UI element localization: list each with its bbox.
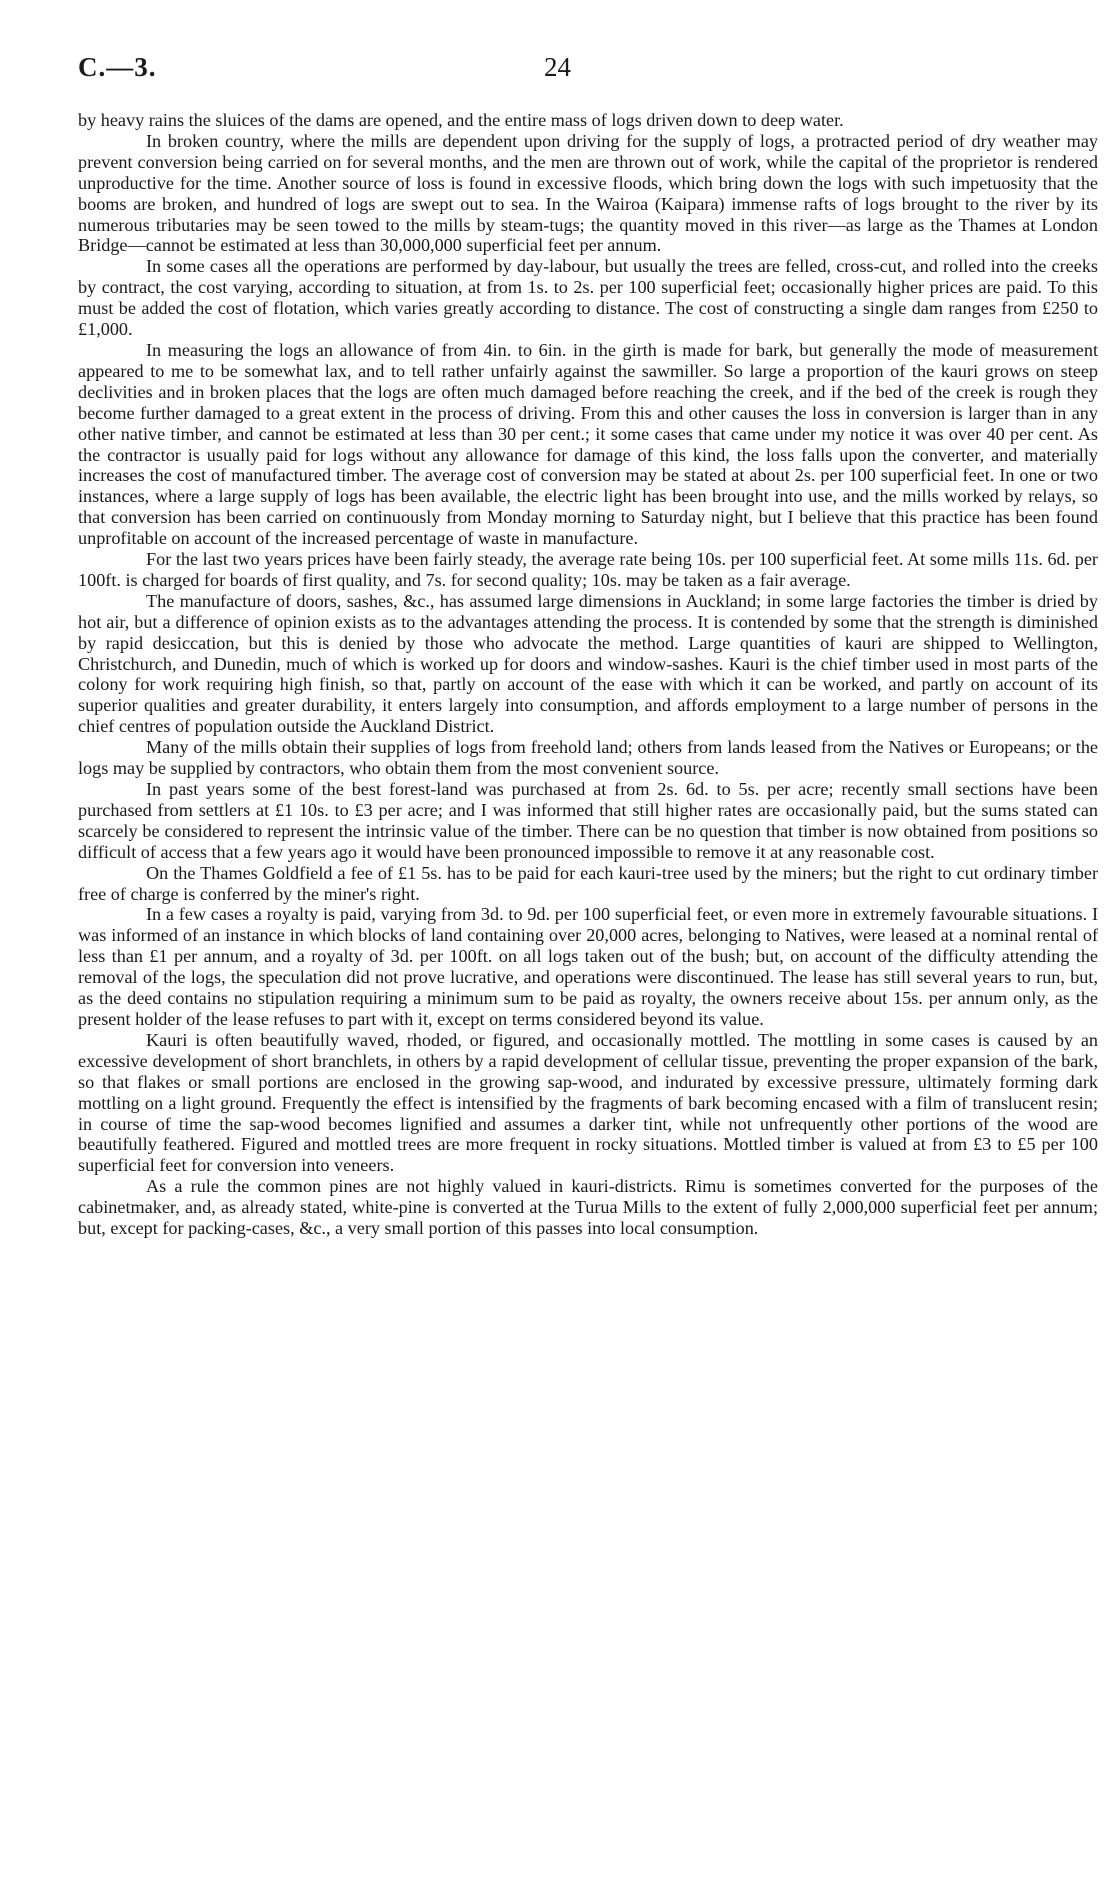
document-reference: C.—3. [78, 52, 157, 82]
paragraph-broken-country: In broken country, where the mills are dependent upon driving for the supply of logs, a protracted period of dry weather may prevent conversion being carried on for several months, and the men are thrown out of work, while the capital of the proprietor is rendered unproductive for the time. Another source of loss is found in excessive floods, which bring down the logs with such impetuosity that the booms are broken, and hundred of logs are swept out to sea. In the Wairoa (Kaipara) immense rafts of logs brought to the river by its numerous tributaries may be seen towed to the mills by steam-tugs; the quantity moved in this river—as large as the Thames at London Bridge—cannot be estimated at less than 30,000,000 superficial feet per annum. [78, 130, 1098, 256]
page-number: 24 [544, 52, 571, 82]
paragraph-thames-goldfield: On the Thames Goldfield a fee of £1 5s. has to be paid for each kauri-tree used by the miners; but the right to cut ordinary timber free of charge is conferred by the miner's right. [78, 862, 1098, 904]
paragraph-manufacture: The manufacture of doors, sashes, &c., has assumed large dimensions in Auckland; in some large factories the timber is dried by hot air, but a difference of opinion exists as to the advantages attending the process. It is contended by some that the strength is diminished by rapid desiccation, but this is denied by those who advocate the method. Large quantities of kauri are shipped to Wellington, Christchurch, and Dunedin, much of which is worked up for doors and window-sashes. Kauri is the chief timber used in most parts of the colony for work requiring high finish, so that, partly on account of the ease with which it can be worked, and partly on account of its superior qualities and greater durability, it enters largely into consumption, and affords employment to a large number of persons in the chief centres of population outside the Auckland District. [78, 590, 1098, 737]
paragraph-measuring-logs: In measuring the logs an allowance of from 4in. to 6in. in the girth is made for bark, but generally the mode of measurement appeared to me to be somewhat lax, and to tell rather unfairly against the sawmiller. So large a proportion of the kauri grows on steep declivities and in broken places that the logs are often much damaged before reaching the creek, and if the bed of the creek is rough they become further damaged to a great extent in the process of driving. From this and other causes the loss in conversion is larger than in any other native timber, and cannot be estimated at less than 30 per cent.; it some cases that came under my notice it was over 40 per cent. As the contractor is usually paid for logs without any allowance for damage of this kind, the loss falls upon the converter, and materially increases the cost of manufactured timber. The average cost of conversion may be stated at about 2s. per 100 superficial feet. In one or two instances, where a large supply of logs has been available, the electric light has been brought into use, and the mills worked by relays, so that conversion has been carried on continuously from Monday morning to Saturday night, but I believe that this practice has been found unprofitable on account of the increased percentage of waste in manufacture. [78, 339, 1098, 549]
page-header [78, 52, 1098, 86]
paragraph-forest-land: In past years some of the best forest-land was purchased at from 2s. 6d. to 5s. per acre; recently small sections have been purchased from settlers at £1 10s. to £3 per acre; and I was informed that still higher rates are occasionally paid, but the sums stated can scarcely be considered to represent the intrinsic value of the timber. There can be no question that timber is now obtained from positions so difficult of access that a few years ago it would have been pronounced impossible to remove it at any reasonable cost. [78, 779, 1098, 862]
paragraph-prices: For the last two years prices have been fairly steady, the average rate being 10s. per 100 superficial feet. At some mills 11s. 6d. per 100ft. is charged for boards of first quality, and 7s. for second quality; 10s. may be taken as a fair average. [78, 549, 1098, 590]
paragraph-common-pines: As a rule the common pines are not highly valued in kauri-districts. Rimu is sometimes converted for the purposes of the cabinetmaker, and, as already stated, white-pine is converted at the Turua Mills to the extent of fully 2,000,000 superficial feet per annum; but, except for packing-cases, &c., a very small portion of this passes into local consumption. [78, 1176, 1098, 1239]
paragraph-continued: by heavy rains the sluices of the dams are opened, and the entire mass of logs driven down to deep water. [78, 110, 844, 130]
paragraph-day-labour: In some cases all the operations are performed by day-labour, but usually the trees are felled, cross-cut, and rolled into the creeks by contract, the cost varying, according to situation, at from 1s. to 2s. per 100 superficial feet; occasionally higher prices are paid. To this must be added the cost of flotation, which varies greatly according to distance. The cost of constructing a single dam ranges from £250 to £1,000. [78, 256, 1098, 340]
paragraph-royalty: In a few cases a royalty is paid, varying from 3d. to 9d. per 100 superficial feet, or even more in extremely favourable situations. I was informed of an instance in which blocks of land containing over 20,000 acres, belonging to Natives, were leased at a nominal rental of less than £1 per annum, and a royalty of 3d. per 100ft. on all logs taken out of the bush; but, on account of the difficulty attending the removal of the logs, the speculation did not prove lucrative, and operations were discontinued. The lease has still several years to run, but, as the deed contains no stipulation requiring a minimum sum to be paid as royalty, the owners receive about 15s. per annum only, as the present holder of the lease refuses to part with it, except on terms considered beyond its value. [78, 904, 1098, 1029]
paragraph-mottling: Kauri is often beautifully waved, rhoded, or figured, and occasionally mottled. The mottling in some cases is caused by an excessive development of short branchlets, in others by a rapid development of cellular tissue, preventing the proper expansion of the bark, so that flakes or small portions are enclosed in the growing sap-wood, and indurated by excessive pressure, ultimately forming dark mottling on a light ground. Frequently the effect is intensified by the fragments of bark becoming encased with a film of translucent resin; in course of time the sap-wood becomes lignified and assumes a darker tint, while not unfrequently other portions of the wood are beautifully feathered. Figured and mottled trees are more frequent in rocky situations. Mottled timber is valued at from £3 to £5 per 100 superficial feet for conversion into veneers. [78, 1029, 1098, 1176]
body-text [78, 110, 1098, 1239]
paragraph-supplies: Many of the mills obtain their supplies of logs from freehold land; others from lands leased from the Natives or Europeans; or the logs may be supplied by contractors, who obtain them from the most convenient source. [78, 737, 1098, 779]
